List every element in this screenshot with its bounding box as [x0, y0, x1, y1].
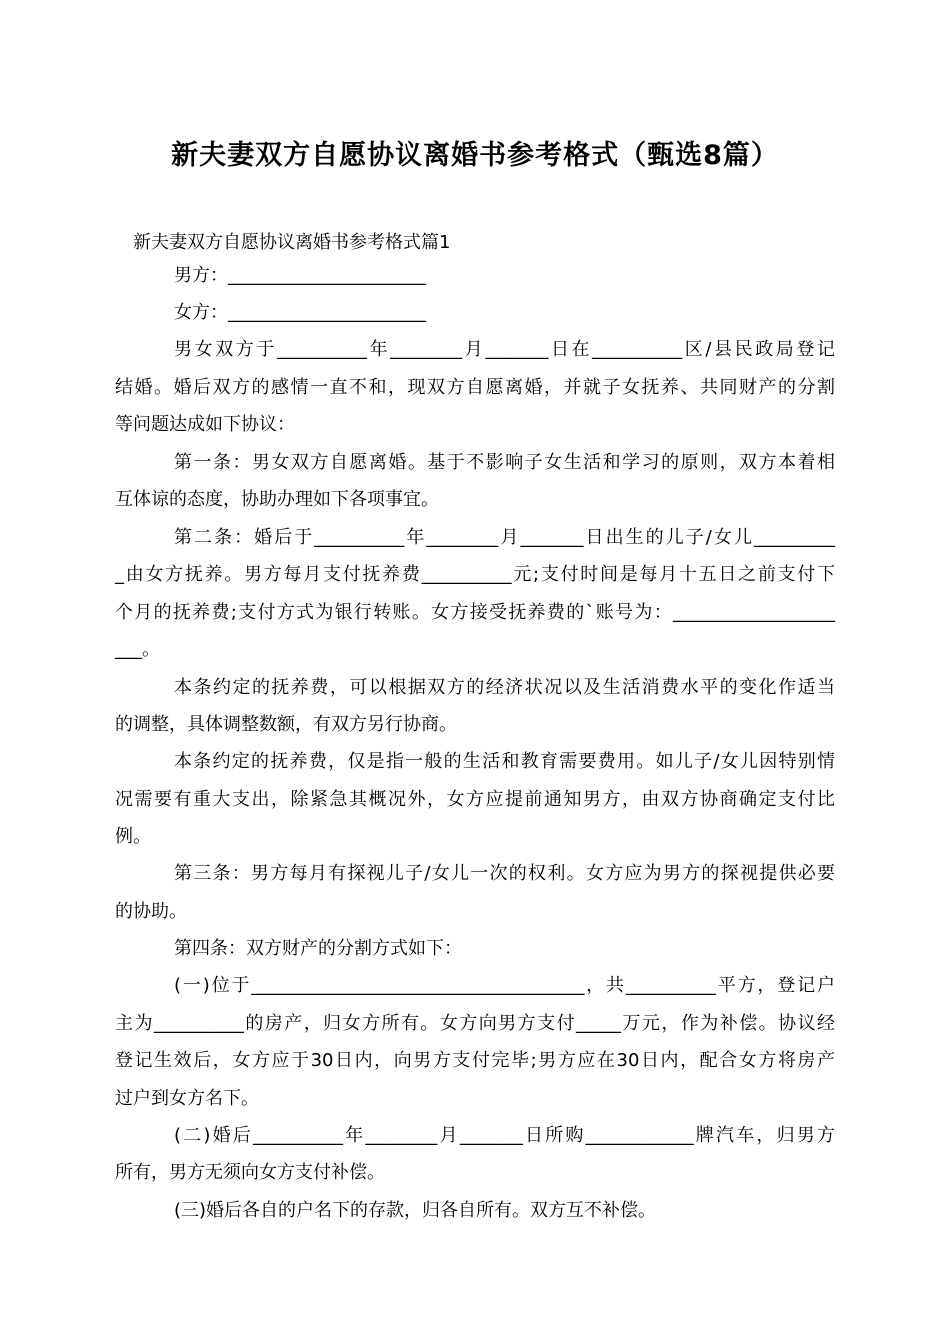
paragraph-line: 结婚。婚后双方的感情一直不和，现双方自愿离婚，并就子女抚养、共同财产的分割 — [115, 377, 835, 398]
article-4-line: 第四条：双方财产的分割方式如下： — [174, 938, 462, 959]
article-3-line: 的协助。 — [115, 901, 187, 922]
clause-1-line: 主为__________的房产，归女方所有。女方向男方支付_____万元，作为补偿。协议经 — [115, 1013, 835, 1034]
clause-2-line: (二)婚后__________年________月_______日所购____________牌汽车，归男方 — [174, 1125, 835, 1146]
article-3-line: 第三条：男方每月有探视儿子/女儿一次的权利。女方应为男方的探视提供必要 — [174, 863, 835, 884]
paragraph-line: 本条约定的抚养费，仅是指一般的生活和教育需要费用。如儿子/女儿因特别情 — [174, 751, 835, 772]
clause-1-line: 登记生效后，女方应于30日内，向男方支付完毕;男方应在30日内，配合女方将房产 — [115, 1050, 835, 1071]
article-1-line: 互体谅的态度，协助办理如下各项事宜。 — [115, 489, 439, 510]
article-2-line: 第二条：婚后于__________年________月_______日出生的儿子/女儿_________ — [174, 527, 835, 548]
clause-1-line: (一)位于_____________________________________，共__________平方，登记户 — [174, 975, 835, 996]
article-2-line: _由女方抚养。男方每月支付抚养费__________元;支付时间是每月十五日之前支付下 — [115, 564, 835, 585]
male-party-line: 男方：______________________ — [174, 265, 426, 286]
article-2-line: ___。 — [115, 639, 160, 660]
female-party-line: 女方：______________________ — [174, 302, 426, 323]
paragraph-line: 例。 — [115, 826, 151, 847]
paragraph-line: 的调整，具体调整数额，有双方另行协商。 — [115, 714, 457, 735]
article-1-line: 第一条：男女双方自愿离婚。基于不影响子女生活和学习的原则，双方本着相 — [174, 452, 835, 473]
paragraph-line: 等问题达成如下协议： — [115, 414, 295, 435]
section-heading: 新夫妻双方自愿协议离婚书参考格式篇1 — [133, 232, 451, 253]
paragraph-line: 男女双方于__________年________月_______日在__________区/县民政局登记 — [174, 339, 835, 360]
clause-3-line: (三)婚后各自的户名下的存款，归各自所有。双方互不补偿。 — [174, 1200, 657, 1221]
clause-2-line: 所有，男方无须向女方支付补偿。 — [115, 1162, 385, 1183]
document-title: 新夫妻双方自愿协议离婚书参考格式（甄选8篇） — [171, 140, 779, 171]
clause-1-line: 过户到女方名下。 — [115, 1088, 259, 1109]
article-2-line: 个月的抚养费;支付方式为银行转账。女方接受抚养费的`账号为：__________________ — [115, 602, 835, 623]
paragraph-line: 本条约定的抚养费，可以根据双方的经济状况以及生活消费水平的变化作适当 — [174, 677, 835, 698]
paragraph-line: 况需要有重大支出，除紧急其概况外，女方应提前通知男方，由双方协商确定支付比 — [115, 789, 835, 810]
